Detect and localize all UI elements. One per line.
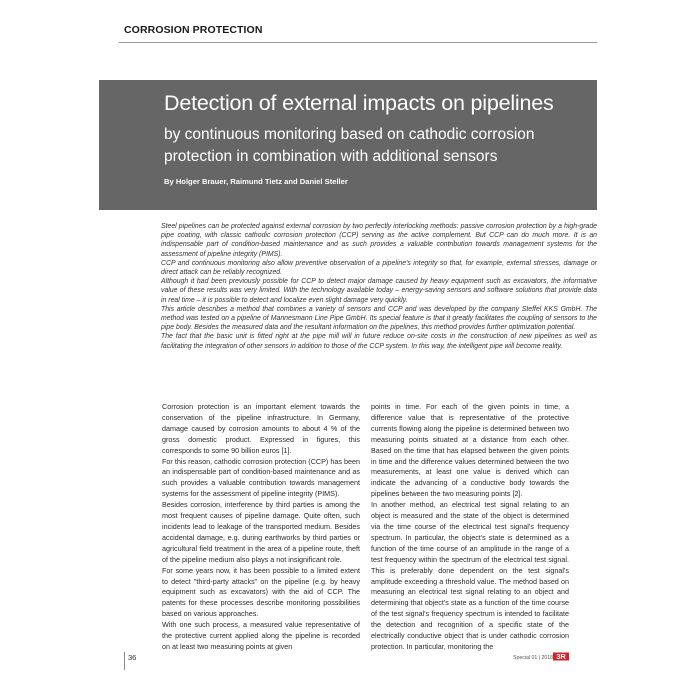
section-label: CORROSION PROTECTION [124, 24, 263, 36]
body-paragraph: With one such process, a measured value representative of the protective current applied along the pipeline is recorded on at least two measuring points at given [162, 620, 360, 651]
abstract [161, 222, 597, 351]
abstract-paragraph: The fact that the basic unit is fitted right at the pipe mill will in future reduce on-site costs in the construction of new pipelines as well as facilitating the integration of other sensors in addition to those of the CCP system. In this way, the intelligent pipe will become reality. [161, 333, 597, 350]
body-paragraph: For this reason, cathodic corrosion protection (CCP) has been an indispensable part of condition-based maintenance and as such provides a valuable contribution towards management systems for the assessment of pipeline integrity (PIMS). [162, 456, 360, 499]
abstract-paragraph: Steel pipelines can be protected against external corrosion by two perfectly interlocking methods: passive corrosion protection by a high-grade pipe coating, with classic cathodic corrosion protection (CCP) serving as the active complement. But CCP can do much more. It is an indispensable part of condition-based maintenance and as such provides a valuable contribution towards management systems for the assessment of pipeline integrity (PIMS). [161, 223, 597, 258]
body-paragraph: points in time. For each of the given points in time, a difference value that is representative of the protective currents flowing along the pipeline is determined between two measuring points situated at a distance from each other. Based on the time that has elapsed between the given points in time and the difference values determined between the two measurements, at least one value is derived which can indicate the advancing of a conductive body towards the pipelines between the two measuring points [2]. [371, 402, 569, 499]
abstract-paragraph: This article describes a method that combines a variety of sensors and CCP and was developed by the company Steffel KKS GmbH. The method was tested on a pipeline of Mannesmann Line Pipe GmbH. Its special feature is that it greatly facilitates the coupling of sensors to the pipe body. Besides the measured data and the resultant information on the pipelines, this method provides further optimization potential. [161, 305, 597, 332]
byline: By Holger Brauer, Raimund Tietz and Daniel Steller [164, 177, 348, 186]
article-subtitle: by continuous monitoring based on cathodic corrosion protection in combination with additional sensors [164, 126, 535, 165]
article-title: Detection of external impacts on pipelines [164, 91, 554, 115]
top-rule [119, 42, 597, 43]
body-column-right [371, 402, 569, 653]
footer-rule [124, 652, 125, 670]
body-paragraph: Besides corrosion, interference by third parties is among the most frequent causes of pipeline damage. Quite often, such incidents lead to leakage of the transported medium. Besides accidental damage, e.g. during earthworks by third parties or agricultural field treatment in the area of a pipeline route, theft of the pipeline medium also plays a not insignificant role. [162, 500, 360, 564]
body-paragraph: In another method, an electrical test signal relating to an object is measured and the state of the object is determined via the time course of the electrical test signal's frequency spectrum. In particular, the object's state is determined as a function of the time course of an amplitude in the range of a test frequency within the spectrum of the electrical test signal. This is preferably done dependent on the test signal's amplitude exceeding a threshold value. The method based on measuring an electrical test signal relating to an object and determining that object's state as a function of the time course of the test signal's frequency spectrum is intended to facilitate the detection and recognition of a specific state of the electrically conductive object that is under cathodic corrosion protection. In particular, monitoring the [371, 500, 569, 651]
page-number: 36 [128, 653, 137, 662]
logo-text: 3R [556, 652, 566, 661]
3r-logo-icon [553, 652, 569, 661]
body-column-left [162, 402, 360, 653]
abstract-paragraph: Although it had been previously possible for CCP to detect major damage caused by heavy equipment such as excavators, the informative value of these results was very limited. With the technology available today – energy-saving sensors and software solutions that provide data in real time – it is possible to detect and localize even slight damage very quickly. [161, 278, 597, 304]
title-block [99, 80, 597, 210]
body-paragraph: For some years now, it has been possible to a limited extent to detect "third-party attacks" on the pipeline (e.g. by heavy equipment such as excavators) with the aid of CCP. The patents for these processes describe monitoring possibilities based on various approaches. [162, 565, 360, 619]
abstract-paragraph: CCP and continuous monitoring also allow preventive observation of a pipeline's integrity so that, for example, external stresses, damage or direct attack can be reliably recognized. [161, 259, 597, 277]
issue-label: Special 01 | 2018 [513, 655, 553, 661]
body-paragraph: Corrosion protection is an important element towards the conservation of the pipeline infrastructure. In Germany, damage caused by corrosion amounts to about 4 % of the gross domestic product. Expressed in figures, this corresponds to some 90 billion euros [1]. [162, 402, 360, 455]
